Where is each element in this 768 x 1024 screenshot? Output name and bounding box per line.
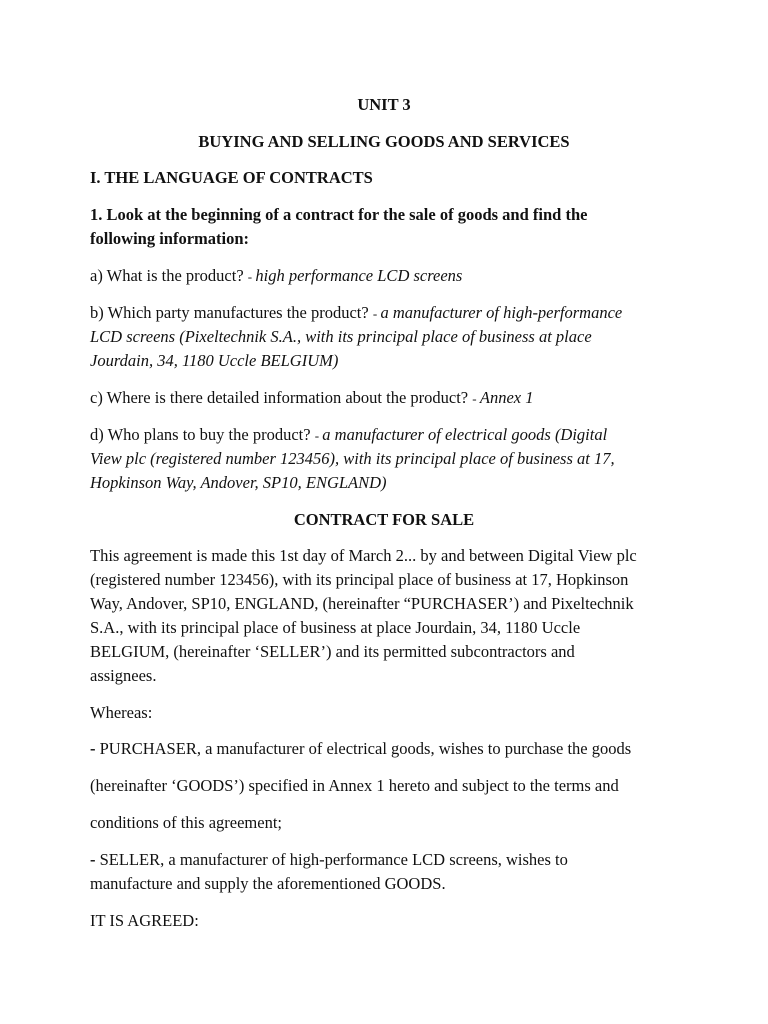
task-line-2: following information: — [90, 229, 250, 248]
question-a-text: a) What is the product? — [90, 266, 248, 285]
answer-c: Annex 1 — [479, 388, 534, 407]
purchaser-clause-line-2: (hereinafter ‘GOODS’) specified in Annex 1 hereto and subject to the terms and — [90, 776, 619, 795]
answer-b-line-1: a manufacturer of high-performance — [380, 303, 623, 322]
answer-a: high performance LCD screens — [255, 266, 463, 285]
question-d-separator: - — [314, 428, 323, 443]
question-d-text: d) Who plans to buy the product? — [90, 425, 315, 444]
seller-clause-line-2: manufacture and supply the aforementioned GOODS. — [90, 874, 446, 893]
purchaser-clause-line-3: conditions of this agreement; — [90, 813, 282, 832]
main-title: BUYING AND SELLING GOODS AND SERVICES — [198, 132, 570, 151]
task-line-1: 1. Look at the beginning of a contract for the sale of goods and find the — [90, 205, 588, 224]
answer-d-line-1: a manufacturer of electrical goods (Digital — [322, 425, 608, 444]
contract-title: CONTRACT FOR SALE — [293, 510, 475, 529]
purchaser-text-1: PURCHASER, a manufacturer of electrical goods, wishes to purchase the goods — [99, 739, 632, 758]
question-a — [90, 264, 690, 289]
question-c-text: c) Where is there detailed information about the product? — [90, 388, 473, 407]
question-c-separator: - — [472, 391, 480, 406]
contract-para-line-5: BELGIUM, (hereinafter ‘SELLER’) and its permitted subcontractors and — [90, 642, 575, 661]
whereas-heading: Whereas: — [90, 703, 153, 722]
question-b-separator: - — [372, 306, 381, 321]
contract-para-line-3: Way, Andover, SP10, ENGLAND, (hereinafter “PURCHASER’) and Pixeltechnik — [90, 594, 634, 613]
contract-para-line-1: This agreement is made this 1st day of March 2... by and between Digital View plc — [90, 546, 637, 565]
section-title: I. THE LANGUAGE OF CONTRACTS — [90, 168, 373, 187]
purchaser-dash: - — [90, 739, 100, 758]
seller-dash: - — [90, 850, 100, 869]
seller-clause-line-1 — [90, 848, 690, 872]
contract-para-line-6: assignees. — [90, 666, 157, 685]
seller-text-1: SELLER, a manufacturer of high-performance LCD screens, wishes to — [99, 850, 568, 869]
question-c — [90, 386, 690, 411]
purchaser-clause-line-1 — [90, 737, 690, 761]
answer-d-line-2: View plc (registered number 123456), with its principal place of business at 17, — [90, 449, 615, 468]
contract-para-line-4: S.A., with its principal place of business at place Jourdain, 34, 1180 Uccle — [90, 618, 581, 637]
question-b-text: b) Which party manufactures the product? — [90, 303, 373, 322]
answer-d-line-3: Hopkinson Way, Andover, SP10, ENGLAND) — [90, 473, 387, 492]
question-d — [90, 423, 690, 448]
unit-title: UNIT 3 — [357, 95, 411, 114]
question-a-separator: - — [247, 269, 256, 284]
it-is-agreed: IT IS AGREED: — [90, 911, 199, 930]
contract-para-line-2: (registered number 123456), with its principal place of business at 17, Hopkinson — [90, 570, 629, 589]
question-b — [90, 301, 690, 326]
answer-b-line-3: Jourdain, 34, 1180 Uccle BELGIUM) — [90, 351, 339, 370]
answer-b-line-2: LCD screens (Pixeltechnik S.A., with its principal place of business at place — [90, 327, 592, 346]
